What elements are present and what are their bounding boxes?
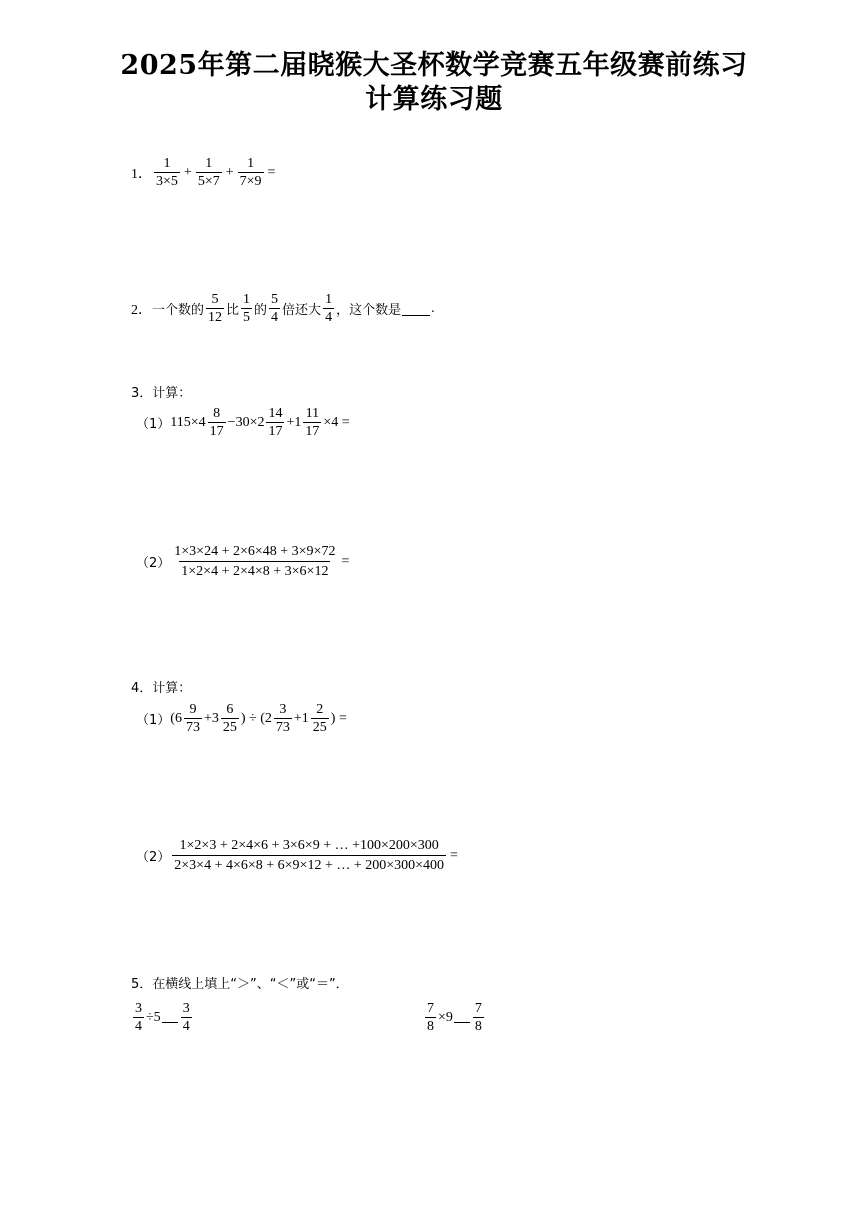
fraction bbox=[172, 542, 337, 581]
expression-text: +1 bbox=[286, 414, 302, 430]
part-label: （1） bbox=[136, 417, 171, 432]
denominator: 1×2×4 + 2×4×8 + 3×6×12 bbox=[179, 561, 330, 581]
denominator: 4 bbox=[271, 310, 279, 325]
denominator: 12 bbox=[208, 310, 223, 325]
period: . bbox=[431, 300, 435, 316]
fraction bbox=[133, 1000, 144, 1035]
question-text: ，这个数是 bbox=[336, 303, 402, 318]
fraction bbox=[473, 1000, 484, 1035]
expression-text: ) = bbox=[330, 710, 347, 726]
fraction bbox=[221, 701, 239, 736]
numerator: 6 bbox=[226, 702, 234, 717]
equals-sign: = bbox=[450, 847, 458, 863]
fraction bbox=[241, 291, 252, 326]
fraction bbox=[196, 155, 222, 190]
numerator: 11 bbox=[305, 406, 320, 421]
denominator: 25 bbox=[312, 720, 327, 735]
denominator: 8 bbox=[427, 1019, 434, 1034]
expression-text: +1 bbox=[293, 710, 309, 726]
numerator: 1 bbox=[325, 292, 333, 307]
fraction bbox=[154, 155, 180, 190]
numerator: 3 bbox=[279, 702, 287, 717]
question-1 bbox=[131, 155, 277, 190]
denominator: 73 bbox=[275, 720, 290, 735]
denominator: 17 bbox=[268, 424, 283, 439]
expression-text: 115×4 bbox=[170, 414, 206, 430]
page-subtitle: 计算练习题 bbox=[365, 84, 503, 115]
numerator: 14 bbox=[268, 406, 283, 421]
fraction bbox=[311, 701, 329, 736]
denominator: 4 bbox=[182, 1019, 190, 1034]
question-3-part-2 bbox=[136, 542, 351, 581]
denominator: 73 bbox=[185, 720, 200, 735]
comparison-left bbox=[131, 1000, 194, 1035]
question-4-part-2 bbox=[136, 836, 460, 875]
numerator: 9 bbox=[189, 702, 197, 717]
part-label: （1） bbox=[136, 713, 171, 728]
question-number: 1． bbox=[131, 166, 152, 182]
question-4-heading bbox=[131, 677, 191, 696]
numerator: 8 bbox=[213, 406, 221, 421]
fraction bbox=[303, 405, 321, 440]
part-label: （2） bbox=[136, 556, 171, 571]
fraction bbox=[269, 291, 280, 326]
numerator: 2 bbox=[316, 702, 324, 717]
denominator: 25 bbox=[222, 720, 237, 735]
fraction bbox=[238, 155, 264, 190]
fraction bbox=[274, 701, 292, 736]
denominator: 4 bbox=[325, 310, 333, 325]
answer-blank[interactable] bbox=[454, 1012, 470, 1023]
question-label: 4．计算： bbox=[131, 681, 192, 696]
fraction bbox=[208, 405, 226, 440]
denominator: 17 bbox=[305, 424, 320, 439]
question-2 bbox=[131, 291, 435, 326]
denominator: 7×9 bbox=[239, 174, 262, 189]
expression-text: ×4 = bbox=[323, 414, 350, 430]
denominator: 5×7 bbox=[197, 174, 220, 189]
question-label: 5．在横线上填上“＞”、“＜”或“＝”． bbox=[131, 977, 349, 992]
question-3-part-1 bbox=[136, 405, 350, 440]
expression-text: (6 bbox=[170, 710, 182, 726]
question-5-heading bbox=[131, 973, 349, 992]
question-text: 的 bbox=[254, 303, 268, 318]
denominator: 8 bbox=[474, 1019, 482, 1034]
numerator: 3 bbox=[182, 1001, 190, 1016]
fraction bbox=[181, 1000, 192, 1035]
fraction bbox=[172, 836, 446, 875]
numerator: 7 bbox=[474, 1001, 482, 1016]
question-3-heading bbox=[131, 382, 191, 401]
fraction bbox=[266, 405, 284, 440]
numerator: 5 bbox=[211, 292, 219, 307]
numerator: 3 bbox=[135, 1001, 142, 1016]
expression-text: +3 bbox=[203, 710, 219, 726]
fraction bbox=[206, 291, 224, 326]
comparison-right bbox=[423, 1000, 486, 1035]
operator-text: ×9 bbox=[438, 1009, 453, 1025]
denominator: 4 bbox=[135, 1019, 142, 1034]
operator-text: ÷5 bbox=[146, 1009, 161, 1025]
numerator: 1 bbox=[163, 156, 171, 171]
denominator: 3×5 bbox=[156, 174, 178, 189]
question-text: 一个数的 bbox=[152, 303, 205, 318]
denominator: 17 bbox=[209, 424, 224, 439]
numerator: 1 bbox=[205, 156, 213, 171]
numerator: 1 bbox=[243, 292, 251, 307]
equals-sign: = bbox=[267, 164, 276, 180]
numerator: 1×3×24 + 2×6×48 + 3×9×72 bbox=[174, 544, 336, 559]
answer-blank[interactable] bbox=[402, 301, 430, 316]
numerator: 1×2×3 + 2×4×6 + 3×6×9 + … +100×200×300 bbox=[179, 838, 439, 853]
question-4-part-1 bbox=[136, 701, 347, 736]
page-title: 2025年第二届晓猴大圣杯数学竞赛五年级赛前练习 bbox=[120, 50, 748, 81]
plus-sign: + bbox=[183, 164, 192, 180]
fraction bbox=[425, 1000, 436, 1035]
expression-text: ) ÷ (2 bbox=[240, 710, 272, 726]
numerator: 1 bbox=[247, 156, 255, 171]
denominator: 5 bbox=[243, 310, 251, 325]
equals-sign: = bbox=[341, 553, 350, 569]
question-text: 比 bbox=[226, 303, 240, 318]
question-label: 3．计算： bbox=[131, 386, 192, 401]
fraction bbox=[323, 291, 334, 326]
numerator: 7 bbox=[427, 1001, 434, 1016]
numerator: 5 bbox=[271, 292, 279, 307]
part-label: （2） bbox=[136, 850, 171, 865]
fraction bbox=[184, 701, 202, 736]
question-number: 2． bbox=[131, 302, 152, 318]
plus-sign: + bbox=[225, 164, 234, 180]
answer-blank[interactable] bbox=[162, 1012, 178, 1023]
denominator: 2×3×4 + 4×6×8 + 6×9×12 + … + 200×300×400 bbox=[172, 855, 446, 875]
question-text: 倍还大 bbox=[282, 303, 322, 318]
expression-text: −30×2 bbox=[227, 414, 265, 430]
